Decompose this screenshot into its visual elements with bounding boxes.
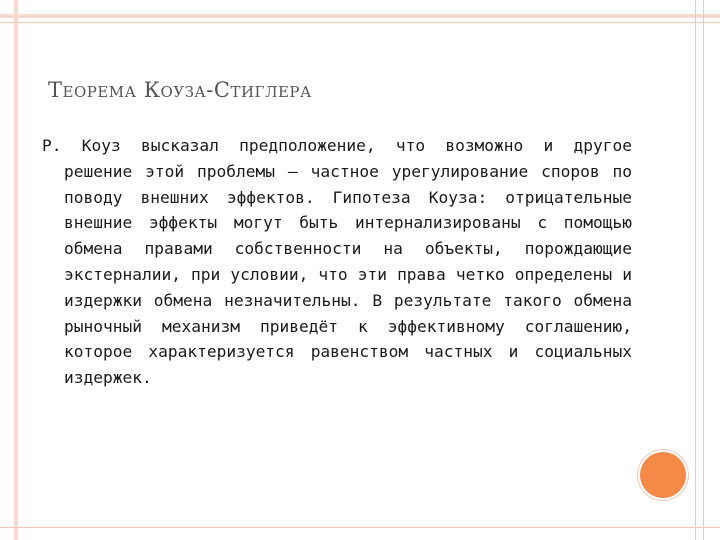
- decorative-circle-icon: [640, 452, 686, 498]
- frame-top-border: [0, 14, 720, 18]
- frame-left-border: [14, 0, 18, 540]
- frame-bottom-line: [0, 527, 720, 528]
- slide-body-text: Р. Коуз высказал предположение, что возможно и другое решение этой проблемы – частное урегулирование споров по поводу внешних эффектов. Гипотеза Коуза: отрицательные внешние эффекты могут быть интернализированы с помощью обмена правами собственности на объекты, порождающие экстерналии, при условии, что эти права четко определены и издержки обмена незначительны. В результате такого обмена рыночный механизм приведёт к эффективному соглашению, которое характеризуется равенством частных и социальных издержек.: [42, 136, 632, 388]
- frame-right-line-outer: [703, 0, 704, 540]
- frame-right-line: [695, 0, 696, 540]
- slide-title: Теорема Коуза-Стиглера: [48, 78, 312, 102]
- frame-top-line: [0, 22, 720, 23]
